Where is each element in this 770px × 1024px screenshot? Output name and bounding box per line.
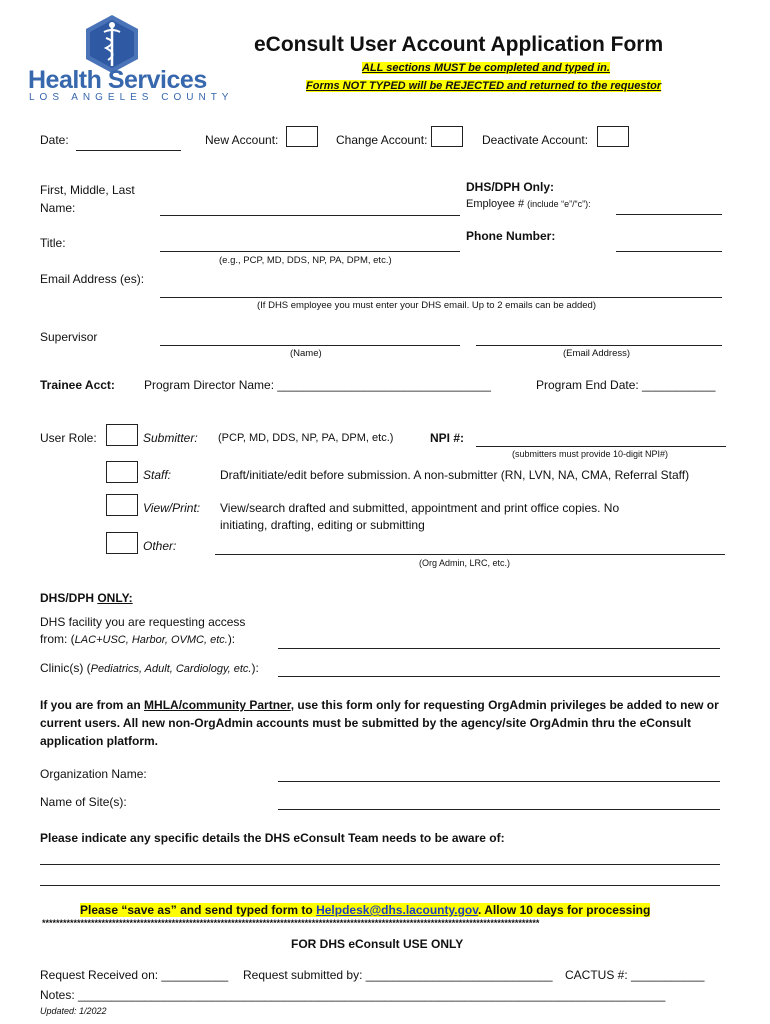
name-label-line1: First, Middle, Last: [40, 183, 135, 197]
facility-label-line1: DHS facility you are requesting access: [40, 615, 246, 629]
form-title: eConsult User Account Application Form: [254, 33, 664, 56]
trainee-label: Trainee Acct:: [40, 378, 115, 392]
date-field[interactable]: [76, 150, 181, 151]
clinic-label: Clinic(s) (Pediatrics, Adult, Cardiology, etc.):: [40, 661, 259, 675]
view-print-desc-line1: View/search drafted and submitted, appointment and print office copies. No: [220, 501, 620, 515]
staff-checkbox[interactable]: [106, 461, 138, 483]
submitter-checkbox[interactable]: [106, 424, 138, 446]
change-account-label: Change Account:: [336, 133, 428, 147]
title-label: Title:: [40, 236, 66, 250]
dhs-hexagon-logo-icon: [82, 14, 142, 74]
employee-label: Employee #: [466, 198, 525, 210]
separator-stars: **********************************************************************************************************************************************: [42, 918, 540, 928]
employee-note: (include “e”/“c”):: [527, 199, 591, 209]
other-field[interactable]: [215, 554, 725, 555]
new-account-label: New Account:: [205, 133, 279, 147]
details-label: Please indicate any specific details the DHS eConsult Team needs to be aware of:: [40, 831, 505, 845]
supervisor-email-field[interactable]: [476, 345, 722, 346]
name-label-line2: Name:: [40, 201, 76, 215]
office-use-heading: FOR DHS eConsult USE ONLY: [291, 937, 464, 951]
helpdesk-email-link[interactable]: Helpdesk@dhs.lacounty.gov: [316, 903, 479, 917]
details-field-line2[interactable]: [40, 885, 720, 886]
deactivate-account-checkbox[interactable]: [597, 126, 629, 147]
facility-label-line2: from: (LAC+USC, Harbor, OVMC, etc.):: [40, 632, 236, 646]
phone-label: Phone Number:: [466, 229, 556, 243]
other-checkbox[interactable]: [106, 532, 138, 554]
other-label: Other:: [143, 539, 177, 553]
organization-name-label: Organization Name:: [40, 767, 147, 781]
program-director-field[interactable]: Program Director Name: ________________________________: [144, 378, 491, 392]
request-submitted-by-field[interactable]: Request submitted by: ____________________________: [243, 968, 553, 982]
notice-not-typed: Forms NOT TYPED will be REJECTED and returned to the requestor: [306, 80, 662, 92]
name-field[interactable]: [160, 215, 460, 216]
clinic-field[interactable]: [278, 676, 720, 677]
submitter-label: Submitter:: [143, 431, 198, 445]
email-field[interactable]: [160, 297, 722, 298]
request-received-field[interactable]: Request Received on: __________: [40, 968, 229, 982]
npi-field[interactable]: [476, 446, 726, 447]
details-field-line1[interactable]: [40, 864, 720, 865]
logo-health-services: Health Services: [28, 66, 207, 94]
view-print-desc-line2: initiating, drafting, editing or submitting: [220, 518, 425, 532]
updated-date: Updated: 1/2022: [40, 1006, 107, 1016]
notice-all-sections: ALL sections MUST be completed and typed in.: [362, 62, 610, 74]
supervisor-name-hint: (Name): [290, 348, 322, 359]
employee-number-label: [466, 198, 591, 210]
supervisor-name-field[interactable]: [160, 345, 460, 346]
notes-field[interactable]: Notes: ________________________________________________________________________________________: [40, 988, 666, 1002]
new-account-checkbox[interactable]: [286, 126, 318, 147]
cactus-number-field[interactable]: CACTUS #: ___________: [565, 968, 705, 982]
view-print-label: View/Print:: [143, 501, 201, 515]
save-as-instruction: Please “save as” and send typed form to Helpdesk@dhs.lacounty.gov. Allow 10 days for processing: [80, 903, 651, 917]
dhs-only-heading: DHS/DPH Only:: [466, 180, 555, 194]
staff-label: Staff:: [143, 468, 172, 482]
change-account-checkbox[interactable]: [431, 126, 463, 147]
npi-hint: (submitters must provide 10-digit NPI#): [512, 449, 669, 459]
title-field[interactable]: [160, 251, 460, 252]
dhs-only-section-title: DHS/DPH ONLY:: [40, 591, 133, 605]
deactivate-account-label: Deactivate Account:: [482, 133, 589, 147]
site-name-label: Name of Site(s):: [40, 795, 127, 809]
date-label: Date:: [40, 133, 69, 147]
program-end-date-field[interactable]: Program End Date: ___________: [536, 378, 716, 392]
view-print-checkbox[interactable]: [106, 494, 138, 516]
title-hint: (e.g., PCP, MD, DDS, NP, PA, DPM, etc.): [219, 255, 392, 266]
email-hint: (If DHS employee you must enter your DHS email. Up to 2 emails can be added): [257, 300, 596, 311]
user-role-label: User Role:: [40, 431, 97, 445]
facility-field[interactable]: [278, 648, 720, 649]
supervisor-label: Supervisor: [40, 330, 98, 344]
employee-number-field[interactable]: [616, 214, 722, 215]
npi-label: NPI #:: [430, 431, 465, 445]
organization-name-field[interactable]: [278, 781, 720, 782]
phone-field[interactable]: [616, 251, 722, 252]
site-name-field[interactable]: [278, 809, 720, 810]
email-label: Email Address (es):: [40, 272, 145, 286]
logo-county: LOS ANGELES COUNTY: [29, 92, 234, 103]
partner-paragraph: If you are from an MHLA/community Partner, use this form only for requesting OrgAdmin privileges be added to new or current users. All new non-OrgAdmin accounts must be submitted by the agency/site OrgAdmin thru the eConsult application platform.: [40, 698, 719, 748]
staff-desc: Draft/initiate/edit before submission. A non-submitter (RN, LVN, NA, CMA, Referral Staff): [220, 468, 690, 482]
supervisor-email-hint: (Email Address): [563, 348, 631, 359]
submitter-desc: (PCP, MD, DDS, NP, PA, DPM, etc.): [218, 432, 394, 444]
other-hint: (Org Admin, LRC, etc.): [419, 558, 511, 568]
